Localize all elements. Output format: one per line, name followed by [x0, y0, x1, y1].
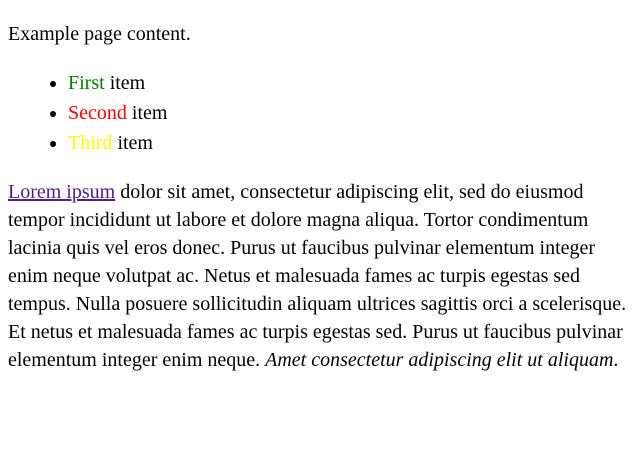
lorem-body-text: dolor sit amet, consectetur adipiscing elit, sed do eiusmod tempor incididunt ut labore et dolore magna aliqua. Tortor condimentum lacinia quis vel eros donec. Purus ut faucibus pulvinar elementum integer enim neque volutpat ac. Netus et malesuada fames ac turpis egestas sed tempus. Nulla posuere sollicitudin aliquam ultrices sagittis orci a scelerisque. Et netus et malesuada fames ac turpis egestas sed. Purus ut faucibus pulvinar elementum integer enim neque. — [8, 181, 627, 371]
colored-word-second: Second — [68, 102, 127, 124]
colored-word-first: First — [68, 72, 105, 94]
list-item-second — [68, 98, 632, 128]
paragraph-trailing-period: . — [613, 349, 619, 371]
list-item-third-label: item — [112, 132, 153, 154]
list-item-third — [68, 128, 632, 158]
list-item-first-label: item — [104, 72, 146, 94]
list-item-second-label: item — [126, 102, 168, 124]
bullet-list — [8, 68, 632, 158]
colored-word-third: Third — [68, 132, 113, 154]
list-item-first — [68, 68, 632, 98]
lorem-ipsum-link[interactable]: Lorem ipsum — [8, 181, 116, 203]
lorem-paragraph — [8, 178, 632, 374]
italic-phrase: Amet consectetur adipiscing elit ut aliquam — [265, 349, 614, 371]
intro-text: Example page content. — [8, 23, 191, 45]
